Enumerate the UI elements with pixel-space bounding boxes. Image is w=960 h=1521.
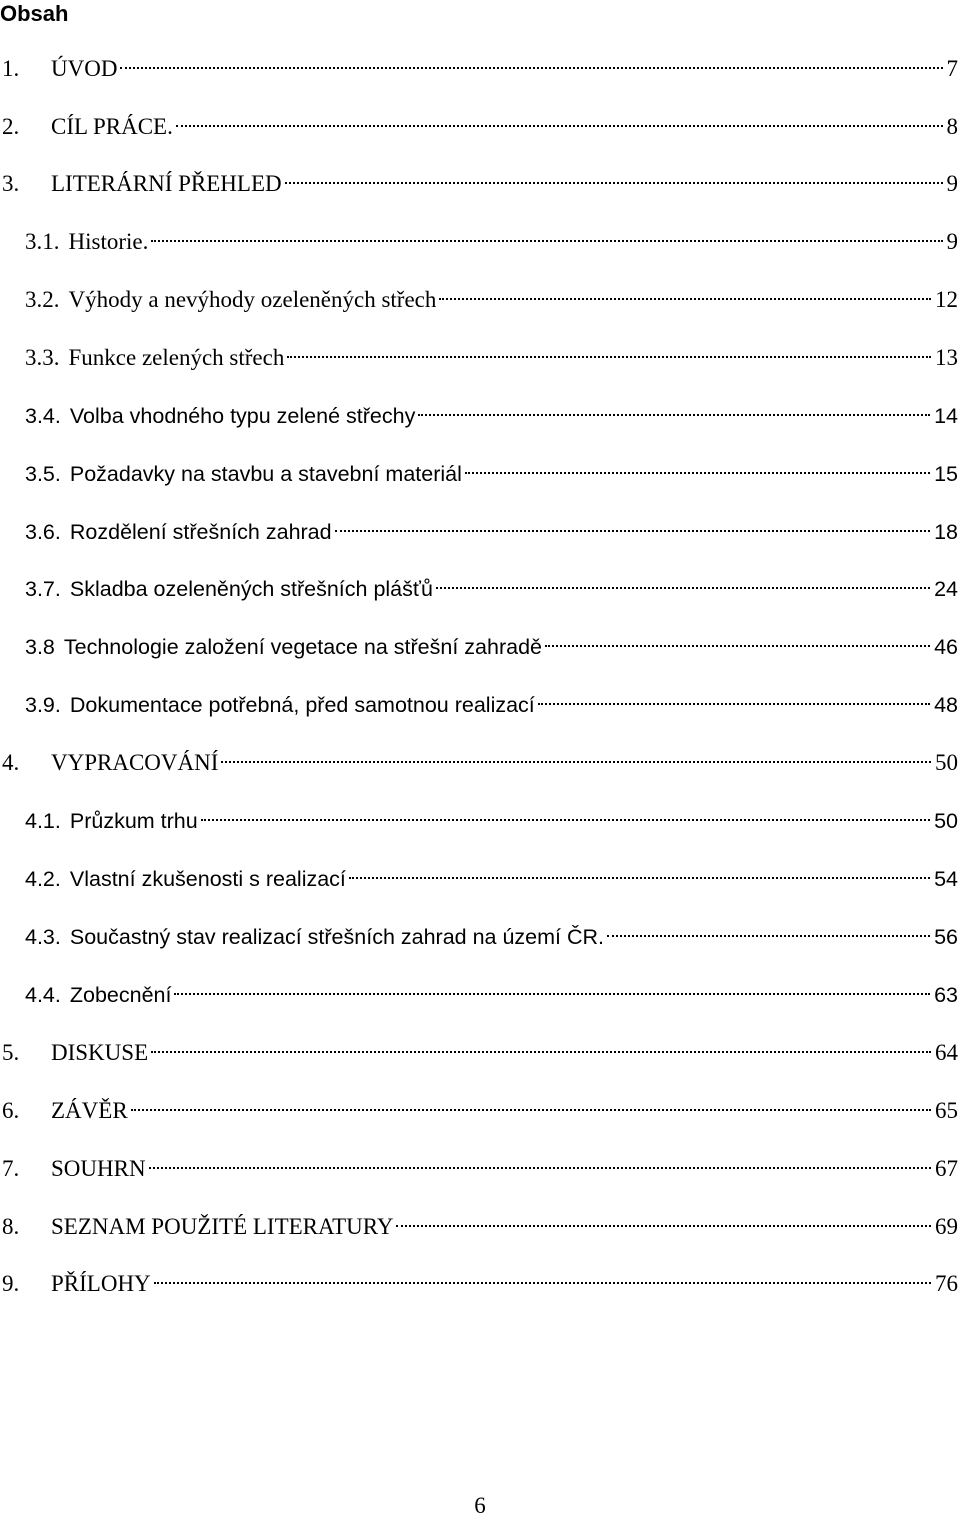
toc-entry[interactable] <box>0 854 958 891</box>
toc-entry-number: 9. <box>2 1271 20 1296</box>
toc-entry-title: Funkce zelených střech <box>68 345 285 370</box>
toc-entry-title: Volba vhodného typu zelené střechy <box>69 404 416 428</box>
toc-entry[interactable] <box>0 333 958 370</box>
toc-entry-title: Skladba ozeleněných střešních plášťů <box>69 577 433 601</box>
dot-leader <box>418 391 930 423</box>
toc-entry-number: 7. <box>2 1156 20 1181</box>
toc-entry[interactable] <box>0 275 958 312</box>
toc-entry-title: Historie. <box>68 229 149 254</box>
dot-leader <box>439 275 931 307</box>
toc-entry-page: 76 <box>935 1271 958 1296</box>
toc-entry-page: 18 <box>934 520 958 544</box>
toc-entry-title: Dokumentace potřebná, před samotnou realizací <box>69 693 535 717</box>
toc-entry-number: 3.3. <box>25 345 60 370</box>
dot-leader <box>349 854 930 886</box>
toc-entry[interactable] <box>0 507 958 544</box>
dot-leader <box>131 1086 931 1118</box>
toc-entry-number: 3.1. <box>25 229 60 254</box>
toc-entry[interactable] <box>0 796 958 833</box>
toc-entry[interactable] <box>0 912 958 949</box>
toc-entry-title: ÚVOD <box>51 56 118 81</box>
toc-entry[interactable] <box>0 1028 958 1065</box>
toc-entry-number: 3.6. <box>25 520 61 544</box>
dot-leader <box>545 622 930 654</box>
toc-entry-title: Technologie založení vegetace na střešní zahradě <box>63 635 542 659</box>
toc-entry[interactable] <box>0 564 958 601</box>
toc-entry-title: Průzkum trhu <box>69 809 198 833</box>
toc-entry-page: 7 <box>946 56 958 81</box>
dot-leader <box>396 1202 931 1234</box>
dot-leader <box>120 44 942 76</box>
toc-entry-page: 15 <box>934 462 958 486</box>
dot-leader <box>149 1144 931 1176</box>
toc-entry-number: 6. <box>2 1098 20 1123</box>
toc-entry-page: 9 <box>946 229 958 254</box>
dot-leader <box>607 912 930 944</box>
toc-entry-title: ZÁVĚR <box>51 1098 128 1123</box>
toc-entry-title: CÍL PRÁCE. <box>51 114 173 139</box>
toc-entry-page: 64 <box>935 1040 958 1065</box>
toc-entry-page: 63 <box>934 983 958 1007</box>
toc-entry-page: 24 <box>934 577 958 601</box>
toc-entry-number: 3.2. <box>25 287 60 312</box>
toc-entry-number: 4.4. <box>25 983 61 1007</box>
toc-entry[interactable] <box>0 449 958 486</box>
toc-entry-page: 9 <box>946 171 958 196</box>
toc-entry-page: 46 <box>934 635 958 659</box>
toc-heading: Obsah <box>0 1 69 26</box>
toc-entry[interactable] <box>0 1202 958 1239</box>
dot-leader <box>151 1028 931 1060</box>
toc-entry[interactable] <box>0 1086 958 1123</box>
toc-entry-page: 14 <box>934 404 958 428</box>
toc-entry-number: 3.7. <box>25 577 61 601</box>
dot-leader <box>174 970 930 1002</box>
dot-leader <box>436 564 930 596</box>
toc-entry-number: 2. <box>2 114 20 139</box>
dot-leader <box>538 680 930 712</box>
dot-leader <box>285 159 943 191</box>
toc-entry[interactable] <box>0 970 958 1007</box>
toc-entry-number: 3. <box>2 171 20 196</box>
toc-entry-page: 8 <box>946 114 958 139</box>
toc-entry[interactable] <box>0 622 958 659</box>
toc-entry[interactable] <box>0 680 958 717</box>
toc-entry-number: 4.3. <box>25 925 61 949</box>
toc-entry-title: VYPRACOVÁNÍ <box>51 750 219 775</box>
toc-entry-title: Výhody a nevýhody ozeleněných střech <box>68 287 437 312</box>
toc-entry-title: Rozdělení střešních zahrad <box>69 520 332 544</box>
dot-leader <box>151 217 942 249</box>
toc-entry[interactable] <box>0 1144 958 1181</box>
toc-entry-title: LITERÁRNÍ PŘEHLED <box>51 171 282 196</box>
dot-leader <box>154 1259 931 1291</box>
toc-entry[interactable] <box>0 102 958 139</box>
toc-entry-number: 3.9. <box>25 693 61 717</box>
toc-entry-page: 67 <box>935 1156 958 1181</box>
toc-entry-number: 4. <box>2 750 20 775</box>
dot-leader <box>287 333 931 365</box>
toc-entry-number: 4.2. <box>25 867 61 891</box>
dot-leader <box>335 507 930 539</box>
dot-leader <box>465 449 930 481</box>
toc-entry-title: Vlastní zkušenosti s realizací <box>69 867 346 891</box>
dot-leader <box>176 102 943 134</box>
toc-entry-page: 50 <box>935 750 958 775</box>
toc-entry-title: SOUHRN <box>51 1156 146 1181</box>
toc-entry-page: 54 <box>934 867 958 891</box>
toc-entry[interactable] <box>0 391 958 428</box>
toc-entry-title: Součastný stav realizací střešních zahrad na území ČR. <box>69 925 605 949</box>
dot-leader <box>201 796 930 828</box>
toc-entry-title: Požadavky na stavbu a stavební materiál <box>69 462 462 486</box>
toc-entry[interactable] <box>0 159 958 196</box>
toc-entry[interactable] <box>0 44 958 81</box>
toc-entry-number: 3.4. <box>25 404 61 428</box>
toc-entry-number: 3.8 <box>25 635 55 659</box>
toc-entry-title: SEZNAM POUŽITÉ LITERATURY <box>51 1214 394 1239</box>
toc-entry-page: 65 <box>935 1098 958 1123</box>
toc-entry-title: DISKUSE <box>51 1040 149 1065</box>
toc-entry-page: 50 <box>934 809 958 833</box>
toc-entry-number: 1. <box>2 56 20 81</box>
toc-entry-title: Zobecnění <box>69 983 172 1007</box>
toc-entry-page: 12 <box>935 287 958 312</box>
toc-entry-number: 4.1. <box>25 809 61 833</box>
toc-entry-page: 56 <box>934 925 958 949</box>
page-number: 6 <box>474 1493 486 1518</box>
toc-entry-page: 48 <box>934 693 958 717</box>
toc-entry-number: 8. <box>2 1214 20 1239</box>
dot-leader <box>221 738 931 770</box>
toc-entry-page: 13 <box>935 345 958 370</box>
toc-entry-number: 5. <box>2 1040 20 1065</box>
toc-entry-title: PŘÍLOHY <box>51 1271 151 1296</box>
toc-entry[interactable] <box>0 1259 958 1296</box>
toc-entry[interactable] <box>0 217 958 254</box>
toc-entry-number: 3.5. <box>25 462 61 486</box>
toc-entry[interactable] <box>0 738 958 775</box>
toc-entry-page: 69 <box>935 1214 958 1239</box>
